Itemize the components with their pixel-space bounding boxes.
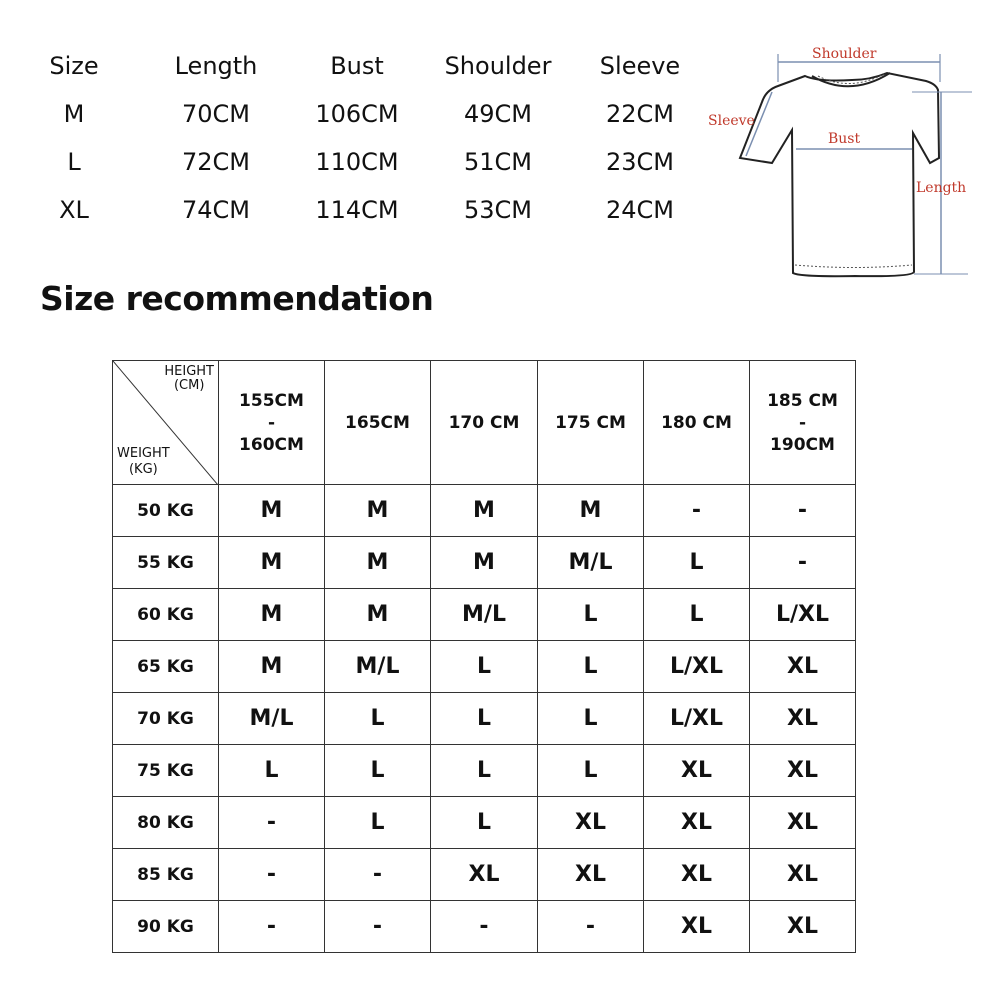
weight-cell: 55 KG — [113, 537, 219, 589]
size-value-cell: M/L — [538, 537, 644, 589]
shoulder-header: Shoulder — [444, 52, 552, 80]
table-row — [113, 797, 856, 849]
size-value-cell: XL — [538, 797, 644, 849]
weight-cell: 50 KG — [113, 485, 219, 537]
size-value-cell: L — [431, 797, 538, 849]
size-value-cell: XL — [750, 693, 856, 745]
weight-axis-label: WEIGHT (KG) — [117, 446, 170, 477]
size-cell: XL — [59, 196, 89, 224]
size-value-cell: - — [219, 797, 325, 849]
size-value-cell: XL — [538, 849, 644, 901]
size-value-cell: XL — [644, 745, 750, 797]
size-value-cell: L — [325, 745, 431, 797]
size-value-cell: M/L — [431, 589, 538, 641]
size-value-cell: M/L — [219, 693, 325, 745]
size-value-cell: L — [219, 745, 325, 797]
size-value-cell: M — [431, 485, 538, 537]
size-header: Size — [49, 52, 99, 80]
size-cell: M — [63, 100, 85, 128]
size-value-cell: M — [431, 537, 538, 589]
size-cell: 114CM — [315, 196, 399, 224]
bust-label: Bust — [828, 131, 861, 147]
tshirt-measurement-diagram — [700, 30, 980, 285]
size-value-cell: XL — [750, 849, 856, 901]
size-value-cell: M — [325, 485, 431, 537]
tshirt-outline-icon — [740, 73, 939, 276]
height-header: 170 CM — [431, 361, 538, 485]
weight-cell: 70 KG — [113, 693, 219, 745]
weight-cell: 75 KG — [113, 745, 219, 797]
size-value-cell: L — [431, 693, 538, 745]
size-value-cell: L — [538, 641, 644, 693]
size-recommendation-title: Size recommendation — [40, 279, 434, 318]
height-header: 180 CM — [644, 361, 750, 485]
size-value-cell: M — [219, 641, 325, 693]
weight-cell: 90 KG — [113, 901, 219, 953]
size-value-cell: - — [325, 901, 431, 953]
size-value-cell: XL — [750, 641, 856, 693]
size-value-cell: L/XL — [644, 693, 750, 745]
table-row — [113, 641, 856, 693]
size-cell: 22CM — [605, 100, 674, 128]
length-label: Length — [916, 180, 967, 196]
weight-cell: 65 KG — [113, 641, 219, 693]
size-cell: 72CM — [181, 148, 250, 176]
size-value-cell: - — [325, 849, 431, 901]
size-value-cell: L — [644, 537, 750, 589]
size-value-cell: - — [750, 537, 856, 589]
table-row — [113, 589, 856, 641]
length-header: Length — [174, 52, 258, 80]
size-cell: 49CM — [463, 100, 532, 128]
size-value-cell: M — [219, 537, 325, 589]
height-header: 155CM - 160CM — [219, 361, 325, 485]
size-value-cell: - — [538, 901, 644, 953]
table-row — [113, 537, 856, 589]
size-value-cell: - — [219, 849, 325, 901]
weight-cell: 80 KG — [113, 797, 219, 849]
table-row — [113, 901, 856, 953]
size-value-cell: XL — [644, 849, 750, 901]
size-value-cell: XL — [750, 901, 856, 953]
sleeve-header: Sleeve — [599, 52, 681, 80]
size-value-cell: L/XL — [750, 589, 856, 641]
size-value-cell: L — [431, 745, 538, 797]
size-recommendation-table — [112, 360, 856, 953]
weight-cell: 85 KG — [113, 849, 219, 901]
height-header: 165CM — [325, 361, 431, 485]
size-value-cell: L/XL — [644, 641, 750, 693]
size-value-cell: - — [219, 901, 325, 953]
size-value-cell: XL — [750, 745, 856, 797]
shoulder-label: Shoulder — [812, 46, 877, 62]
height-axis-label: HEIGHT (CM) — [164, 364, 214, 393]
size-cell: 53CM — [463, 196, 532, 224]
size-value-cell: L — [325, 797, 431, 849]
size-cell: L — [67, 148, 81, 176]
size-value-cell: - — [431, 901, 538, 953]
weight-cell: 60 KG — [113, 589, 219, 641]
height-header: 185 CM - 190CM — [750, 361, 856, 485]
size-value-cell: M — [219, 485, 325, 537]
table-row — [113, 745, 856, 797]
size-value-cell: L — [538, 693, 644, 745]
size-value-cell: - — [750, 485, 856, 537]
size-value-cell: L — [538, 589, 644, 641]
size-value-cell: L — [644, 589, 750, 641]
size-cell: 70CM — [181, 100, 250, 128]
size-value-cell: XL — [750, 797, 856, 849]
size-cell: 106CM — [315, 100, 399, 128]
table-row — [113, 849, 856, 901]
size-value-cell: M — [538, 485, 644, 537]
size-cell: 51CM — [463, 148, 532, 176]
size-value-cell: XL — [644, 797, 750, 849]
corner-cell — [113, 361, 219, 485]
size-value-cell: M — [325, 537, 431, 589]
size-value-cell: L — [325, 693, 431, 745]
table-row — [113, 693, 856, 745]
size-value-cell: M — [325, 589, 431, 641]
table-row — [113, 485, 856, 537]
size-value-cell: L — [538, 745, 644, 797]
bust-header: Bust — [330, 52, 384, 80]
size-value-cell: XL — [644, 901, 750, 953]
size-cell: 74CM — [181, 196, 250, 224]
height-header: 175 CM — [538, 361, 644, 485]
size-value-cell: M — [219, 589, 325, 641]
sleeve-label: Sleeve — [708, 113, 755, 129]
size-value-cell: - — [644, 485, 750, 537]
size-value-cell: L — [431, 641, 538, 693]
size-value-cell: M/L — [325, 641, 431, 693]
size-value-cell: XL — [431, 849, 538, 901]
size-cell: 23CM — [605, 148, 674, 176]
size-cell: 110CM — [315, 148, 399, 176]
size-cell: 24CM — [605, 196, 674, 224]
